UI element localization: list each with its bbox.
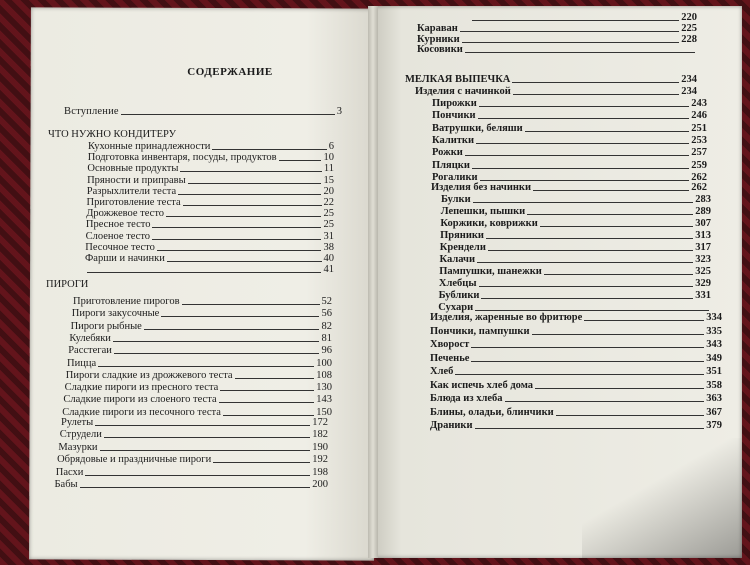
entry-label: МЕЛКАЯ ВЫПЕЧКА <box>405 74 511 85</box>
entry-page: 81 <box>321 332 332 344</box>
entry-page: 198 <box>312 466 328 478</box>
entry-page: 6 <box>328 141 334 152</box>
section-heading-small-pastry <box>405 74 697 86</box>
entry-page: 190 <box>312 441 328 453</box>
entry-page: 192 <box>312 454 328 466</box>
entry-page: 150 <box>316 406 332 418</box>
toc-entry <box>432 147 707 159</box>
entry-label: Сладкие пироги из слоеного теста <box>63 394 217 406</box>
entry-page: 82 <box>321 320 332 332</box>
entry-label: Пироги рыбные <box>70 320 142 332</box>
entry-page: 40 <box>323 253 334 264</box>
entry-page: 367 <box>706 406 722 418</box>
entry-label: Вступление <box>64 106 119 117</box>
section-heading-confectioner: ЧТО НУЖНО КОНДИТЕРУ <box>48 129 177 140</box>
entry-page: 38 <box>323 241 334 253</box>
toc-entry <box>430 312 722 324</box>
entry-label: Приготовление теста <box>86 197 181 208</box>
entry-label: Кухонные принадлежности <box>88 141 211 152</box>
toc-title: СОДЕРЖАНИЕ <box>187 66 273 78</box>
entry-label: Рожки <box>432 147 463 159</box>
entry-label: Хворост <box>430 339 470 350</box>
entry-label: Бублики <box>438 290 480 301</box>
toc-entry <box>68 345 332 357</box>
entry-label: Пасхи <box>55 466 84 478</box>
toc-entry <box>85 242 334 254</box>
toc-entry <box>430 380 722 392</box>
entry-page: 20 <box>323 185 334 197</box>
entry-label: Дрожжевое тесто <box>86 208 165 220</box>
toc-entry <box>88 141 334 153</box>
entry-page: 363 <box>706 393 722 404</box>
entry-label: Рулеты <box>61 417 94 428</box>
entry-label: Печенье <box>430 352 470 364</box>
toc-entry <box>63 394 332 406</box>
toc-entry <box>432 135 707 147</box>
entry-page: 182 <box>312 429 328 441</box>
entry-label: Булки <box>441 194 471 205</box>
entry-page: 56 <box>321 308 332 320</box>
toc-entry <box>71 321 332 333</box>
toc-entry <box>441 206 711 218</box>
toc-entry <box>440 230 711 242</box>
entry-page: 25 <box>323 219 334 231</box>
entry-label: Пампушки, шанежки <box>439 266 542 277</box>
entry-label: Лепешки, пышки <box>440 206 526 217</box>
entry-page: 130 <box>316 382 332 394</box>
entry-page: 243 <box>691 98 707 109</box>
subsection-filled <box>415 86 697 98</box>
entry-page: 96 <box>321 345 332 357</box>
entry-label: Пицца <box>67 357 97 369</box>
toc-entry <box>430 366 722 378</box>
toc-entry <box>73 296 332 308</box>
entry-label: Основные продукты <box>87 163 179 175</box>
toc-entry <box>66 370 332 382</box>
toc-entry <box>430 393 722 405</box>
toc-entry <box>430 420 722 432</box>
entry-label: Караван <box>417 22 458 34</box>
entry-page: 234 <box>681 86 697 97</box>
entry-page: 323 <box>695 254 711 265</box>
entry-label: Песочное тесто <box>85 241 155 253</box>
toc-entry <box>87 163 334 175</box>
entry-label: Изделия, жаренные во фритюре <box>430 312 583 323</box>
entry-label: Обрядовые и праздничные пироги <box>57 454 212 466</box>
entry-label: Хлеб <box>430 366 454 377</box>
toc-entry <box>439 266 711 278</box>
entry-label: Хлебцы <box>438 278 477 289</box>
page-shadow <box>582 438 742 558</box>
entry-label: Расстегаи <box>68 345 112 357</box>
entry-label: Калачи <box>439 254 476 265</box>
toc-entry <box>417 44 697 56</box>
entry-page: 334 <box>706 312 722 323</box>
entry-label: Блюда из хлеба <box>430 393 503 404</box>
entry-page: 108 <box>316 369 332 381</box>
toc-entry <box>440 242 711 254</box>
entry-label: Калитки <box>432 134 475 146</box>
entry-page: 3 <box>336 106 342 117</box>
entry-page: 317 <box>695 242 711 253</box>
entry-label: Пончики <box>432 110 476 122</box>
entry-page: 172 <box>312 417 328 428</box>
toc-entry <box>65 382 332 394</box>
toc-entry <box>61 417 328 429</box>
toc-entry <box>439 278 711 290</box>
entry-page: 225 <box>681 22 697 34</box>
entry-page: 262 <box>691 182 707 193</box>
toc-entry <box>430 353 722 365</box>
entry-label: Сладкие пироги из пресного теста <box>64 382 219 394</box>
toc-entry <box>69 333 332 345</box>
entry-label: Струдели <box>59 429 102 441</box>
toc-entry <box>432 98 707 110</box>
entry-page: 31 <box>323 230 334 242</box>
entry-page: 351 <box>706 366 722 377</box>
toc-entry <box>60 429 328 441</box>
entry-label: Пончики, пампушки <box>430 325 530 337</box>
entry-label: Разрыхлители теста <box>86 185 177 197</box>
entry-label: Блины, оладьи, блинчики <box>430 406 554 418</box>
entry-page: 257 <box>691 147 707 159</box>
entry-page: 228 <box>681 33 697 45</box>
entry-page: 25 <box>323 208 334 220</box>
entry-label: Ватрушки, беляши <box>432 122 523 134</box>
entry-label: Пряники <box>440 230 484 241</box>
toc-entry <box>87 186 334 198</box>
entry-label: Курники <box>417 33 460 45</box>
entry-page: 22 <box>323 197 334 208</box>
entry-label: Пироги сладкие из дрожжевого теста <box>65 369 233 381</box>
entry-page: 283 <box>695 194 711 205</box>
entry-page: 331 <box>695 290 711 301</box>
entry-label: Подготовка инвентаря, посуды, продуктов <box>87 152 277 164</box>
book-gutter <box>368 6 378 558</box>
entry-page: 262 <box>691 171 707 183</box>
toc-entry <box>85 264 334 276</box>
entry-page: 335 <box>706 325 722 337</box>
entry-label: Пресное тесто <box>85 219 151 231</box>
entry-page: 41 <box>323 264 334 276</box>
entry-label: Изделия с начинкой <box>415 86 511 97</box>
toc-entry <box>432 160 707 172</box>
toc-entry <box>432 110 707 122</box>
entry-page: 358 <box>706 379 722 391</box>
entry-label: Пляцки <box>432 159 470 171</box>
toc-entry <box>56 467 328 479</box>
entry-page: 343 <box>706 339 722 350</box>
entry-page: 220 <box>681 12 697 23</box>
toc-entry <box>58 442 328 454</box>
entry-page: 234 <box>681 74 697 85</box>
entry-label: Крендели <box>439 242 486 253</box>
toc-entry <box>440 254 712 266</box>
entry-label: Косовики <box>417 44 463 56</box>
entry-label: Как испечь хлеб дома <box>430 379 534 391</box>
entry-page: 259 <box>691 159 707 171</box>
entry-page: 15 <box>323 174 334 186</box>
entry-page: 246 <box>691 110 707 122</box>
entry-label: Приготовление пирогов <box>73 296 180 307</box>
entry-page: 143 <box>316 394 332 406</box>
entry-label: Драники <box>430 420 473 431</box>
entry-page: 329 <box>695 278 711 289</box>
toc-entry <box>87 175 334 187</box>
toc-entry <box>430 326 722 338</box>
toc-entry <box>440 218 711 230</box>
toc-entry <box>67 358 332 370</box>
entry-page: 52 <box>321 296 332 307</box>
entry-label: Пирожки <box>432 98 477 109</box>
entry-page: 313 <box>695 230 711 241</box>
entry-label: Пироги закусочные <box>71 308 160 320</box>
entry-page: 11 <box>323 163 334 175</box>
entry-page: 100 <box>316 357 332 369</box>
toc-entry <box>432 123 707 135</box>
toc-entry <box>55 479 329 491</box>
entry-page: 349 <box>706 352 722 364</box>
entry-page: 10 <box>323 152 334 164</box>
toc-entry <box>430 339 722 351</box>
section-heading-pies: ПИРОГИ <box>46 279 89 290</box>
entry-label: Изделия без начинки <box>431 182 532 193</box>
entry-label: Фарши и начинки <box>85 253 165 264</box>
toc-entry <box>430 407 722 419</box>
entry-label: Слоеное тесто <box>85 230 151 242</box>
entry-label: Пряности и приправы <box>87 174 186 186</box>
entry-page: 289 <box>695 206 711 217</box>
entry-page: 307 <box>695 218 711 229</box>
entry-page: 200 <box>312 479 328 490</box>
toc-entry <box>86 231 334 243</box>
toc-entry <box>441 194 711 206</box>
entry-label: Сладкие пироги из песочного теста <box>62 406 221 418</box>
entry-page: 253 <box>691 134 707 146</box>
entry-page: 325 <box>695 266 711 277</box>
toc-entry <box>72 308 332 320</box>
entry-label: Рогалики <box>432 171 478 183</box>
entry-page: 379 <box>706 420 722 431</box>
entry-label: Сухари <box>438 302 474 313</box>
entry-label: Бабы <box>54 479 78 490</box>
entry-label: Мазурки <box>58 441 98 453</box>
toc-entry <box>86 219 334 231</box>
toc-entry <box>88 152 334 164</box>
toc-entry <box>86 208 334 220</box>
toc-entry-intro <box>64 106 342 118</box>
toc-entry <box>85 253 334 265</box>
toc-entry <box>439 290 711 302</box>
subsection-unfilled <box>431 182 707 194</box>
entry-label: Кулебяки <box>69 332 111 344</box>
toc-entry <box>87 197 335 209</box>
entry-page: 251 <box>691 122 707 134</box>
entry-label: Коржики, коврижки <box>440 218 538 229</box>
toc-entry <box>57 454 328 466</box>
